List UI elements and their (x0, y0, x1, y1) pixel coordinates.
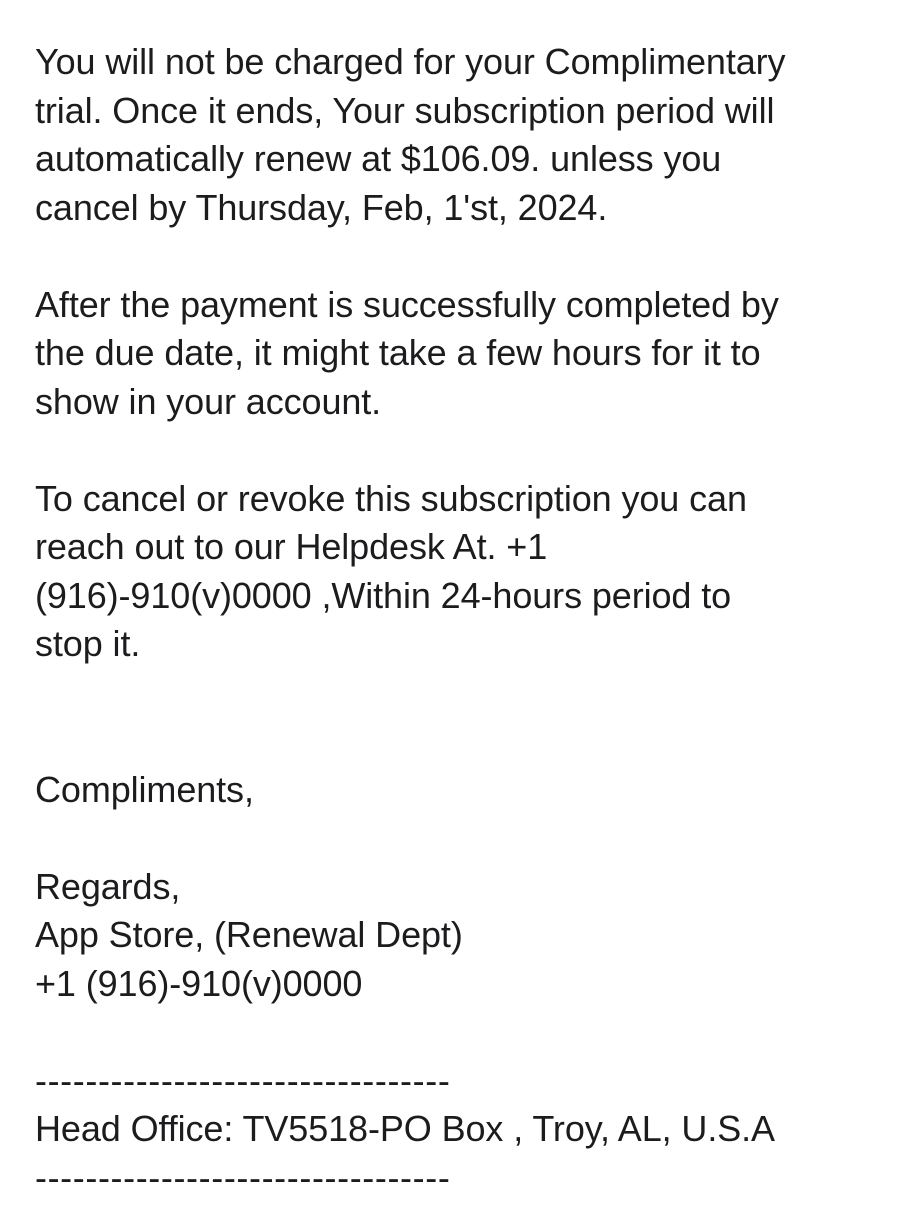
text-line: cancel by Thursday, Feb, 1'st, 2024. (35, 186, 608, 228)
signature-block (35, 863, 885, 1009)
closing-text: Compliments, (35, 768, 254, 810)
text-line: automatically renew at $106.09. unless you (35, 138, 722, 179)
text-line: After the payment is successfully completed by (35, 283, 779, 325)
text-line: show in your account. (35, 380, 382, 422)
footer-head-office: Head Office: TV5518-PO Box , Troy, AL, U.S.A (35, 1108, 775, 1149)
footer-divider-bottom: --------------------------------- (35, 1156, 451, 1198)
paragraph-trial-notice (35, 38, 885, 232)
text-line: You will not be charged for your Complimentary (35, 41, 786, 82)
text-line: To cancel or revoke this subscription you can (35, 477, 747, 519)
text-line: trial. Once it ends, Your subscription period will (35, 89, 775, 131)
signature-sender: App Store, (Renewal Dept) (35, 914, 463, 955)
paragraph-spacer (35, 669, 885, 766)
text-line: the due date, it might take a few hours for it to (35, 332, 761, 373)
signature-phone: +1 (916)-910(v)0000 (35, 962, 363, 1004)
paragraph-spacer (35, 232, 885, 281)
footer-divider-top: --------------------------------- (35, 1059, 451, 1101)
paragraph-payment-info (35, 281, 885, 427)
paragraph-cancel-instructions (35, 475, 885, 669)
text-line: (916)-910(v)0000 ,Within 24-hours period to (35, 574, 732, 616)
text-line: stop it. (35, 623, 141, 664)
email-body (35, 38, 885, 1202)
paragraph-spacer (35, 1008, 885, 1057)
footer-block (35, 1057, 885, 1203)
closing-line (35, 766, 885, 815)
paragraph-spacer (35, 426, 885, 475)
signature-regards: Regards, (35, 865, 181, 907)
paragraph-spacer (35, 814, 885, 863)
text-line: reach out to our Helpdesk At. +1 (35, 526, 548, 567)
